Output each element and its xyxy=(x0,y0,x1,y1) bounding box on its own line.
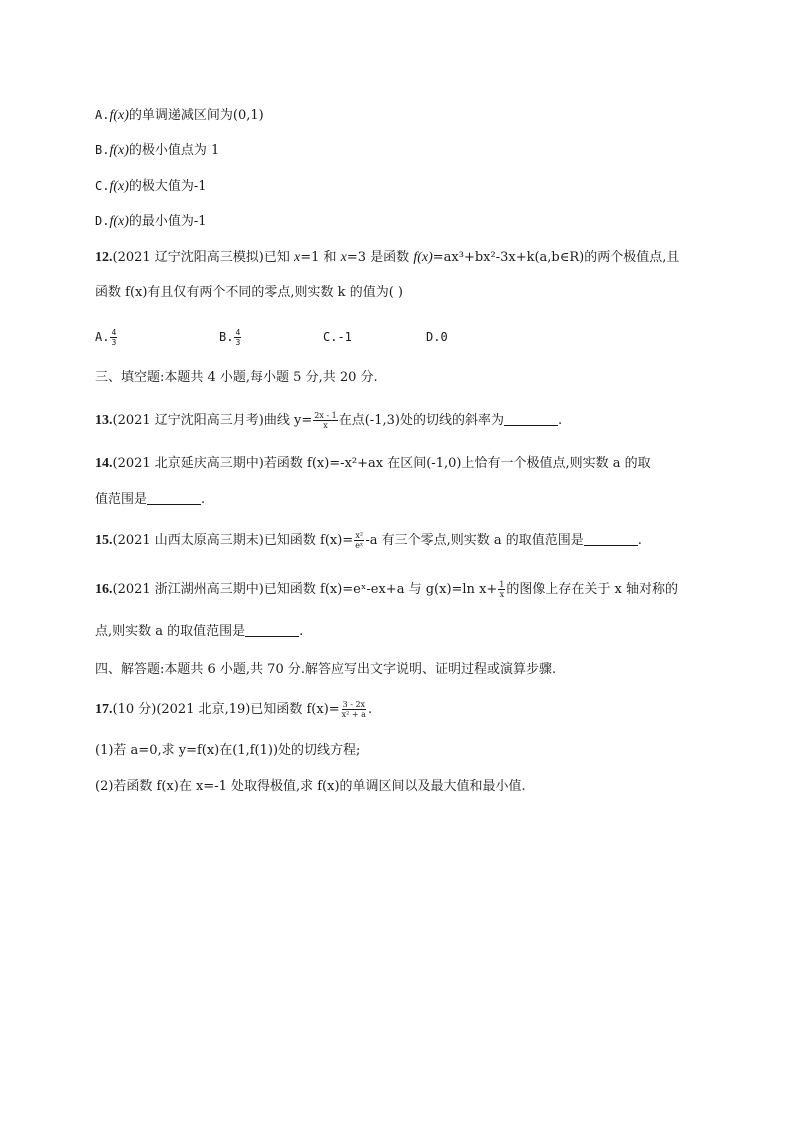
answer-blank[interactable] xyxy=(504,411,558,426)
question-12-option-b: B. $\frac{4}{3}$ xyxy=(219,328,241,347)
question-16-line1: 16.(2021 浙江湖州高三期中)已知函数 f(x)=eˣ-ex+a 与 g(x)=ln x+ $\frac{1}{x}$ 的图像上存在关于 x 轴对称的 xyxy=(95,580,678,599)
question-17-part-1: (1)若 a=0,求 y=f(x)在(1,f(1))处的切线方程; xyxy=(95,743,361,758)
answer-blank[interactable] xyxy=(245,622,299,637)
question-15: 15.(2021 山西太原高三期末)已知函数 f(x)= $\frac{\text{x²}}{\text{eˣ}}$ -a 有三个零点,则实数 a 的取值范围是 . xyxy=(95,531,642,550)
option-c: C.f(x)的极大值为-1 xyxy=(95,179,207,194)
fraction: $\frac{1}{x}$ xyxy=(499,580,505,599)
question-17-part-2: (2)若函数 f(x)在 x=-1 处取得极值,求 f(x)的单调区间以及最大值和最小值. xyxy=(95,779,526,794)
question-12-option-c: C.-1 xyxy=(323,330,352,344)
question-12-option-d: D.0 xyxy=(426,330,448,344)
question-17: 17.(10 分)(2021 北京,19)已知函数 f(x)= $\frac{3 - 2x}{\text{x² + a}}$ . xyxy=(95,700,373,719)
fraction: $\frac{4}{3}$ xyxy=(111,328,117,347)
option-a: A.f(x)的单调递减区间为(0,1) xyxy=(95,108,264,123)
fraction: $\frac{4}{3}$ xyxy=(235,328,241,347)
question-12-option-a: A. $\frac{4}{3}$ xyxy=(95,328,117,347)
question-12-line1: 12.(2021 辽宁沈阳高三模拟)已知 x=1 和 x=3 是函数 f(x)=ax³+bx²-3x+k(a,b∈R)的两个极值点,且 xyxy=(95,250,680,265)
question-14-line1: 14.(2021 北京延庆高三期中)若函数 f(x)=-x²+ax 在区间(-1,0)上恰有一个极值点,则实数 a 的取 xyxy=(95,456,651,471)
answer-blank[interactable] xyxy=(584,531,638,546)
fraction: $\frac{2x - 1}{x}$ xyxy=(314,411,337,430)
option-d: D.f(x)的最小值为-1 xyxy=(95,214,207,229)
section-3-heading: 三、填空题:本题共 4 小题,每小题 5 分,共 20 分. xyxy=(95,370,378,385)
option-b: B.f(x)的极小值点为 1 xyxy=(95,143,220,158)
question-13: 13.(2021 辽宁沈阳高三月考)曲线 y= $\frac{2x - 1}{x}$ 在点(-1,3)处的切线的斜率为 . xyxy=(95,411,563,430)
fraction: $\frac{3 - 2x}{\text{x² + a}}$ xyxy=(341,700,366,719)
question-16-line2: 点,则实数 a 的取值范围是 . xyxy=(95,624,304,639)
answer-blank[interactable] xyxy=(147,490,201,505)
section-4-heading: 四、解答题:本题共 6 小题,共 70 分.解答应写出文字说明、证明过程或演算步骤. xyxy=(95,662,557,677)
question-12-line2: 函数 f(x)有且仅有两个不同的零点,则实数 k 的值为( ) xyxy=(95,285,403,300)
fraction: $\frac{\text{x²}}{\text{eˣ}}$ xyxy=(355,531,364,550)
question-14-line2: 值范围是 . xyxy=(95,492,206,507)
